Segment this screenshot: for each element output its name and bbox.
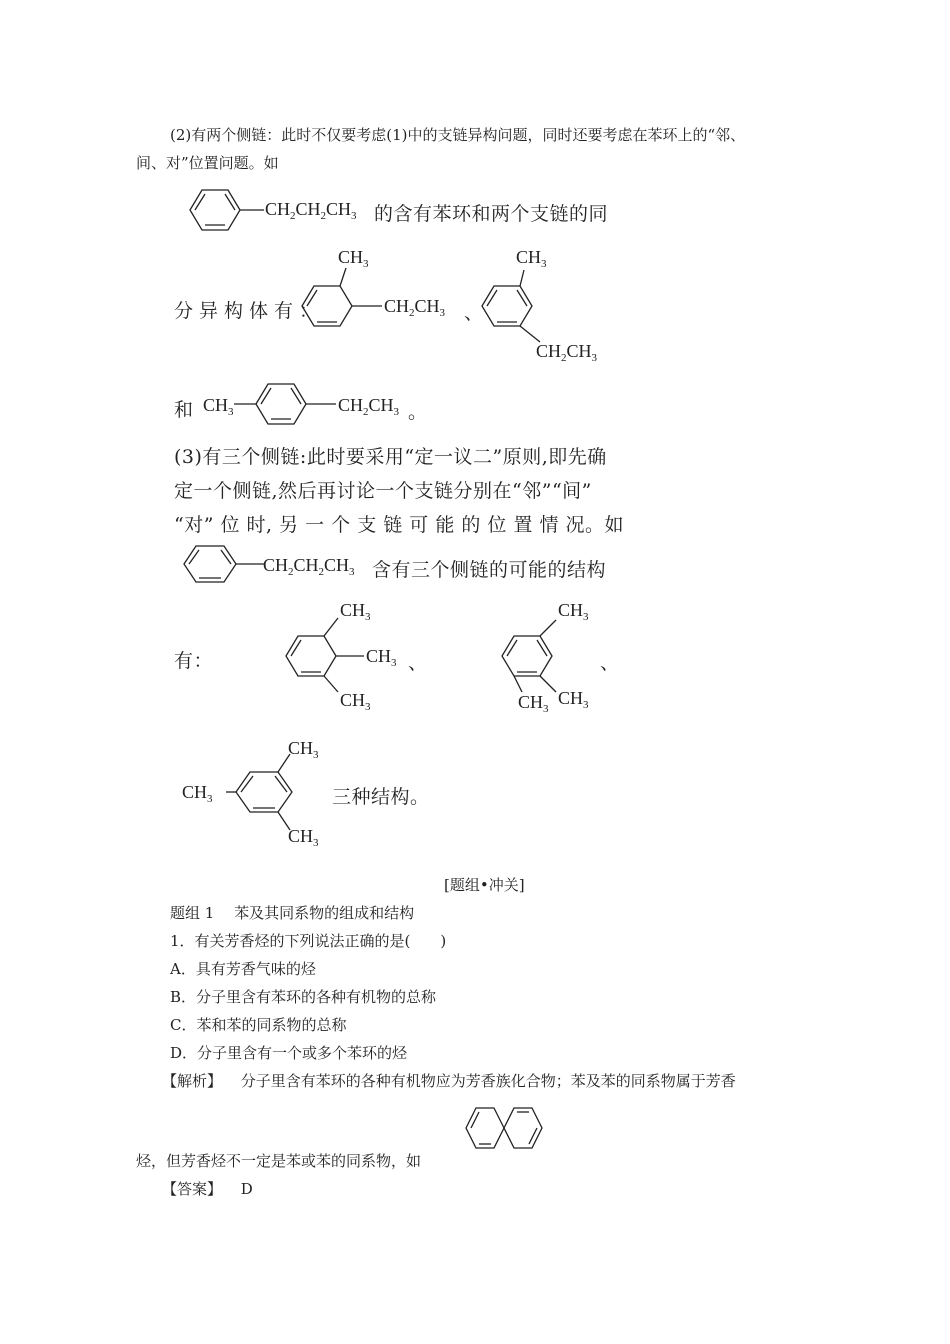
- group-title: 题组 1 苯及其同系物的组成和结构: [170, 904, 415, 922]
- methyl-label: $CH_3$: [340, 690, 371, 713]
- answer: [162, 1178, 253, 1199]
- ortho-ethyltoluene-structure: [298, 262, 398, 332]
- and-text: 和: [174, 399, 194, 421]
- methyl-label: $CH_3$: [288, 738, 319, 761]
- separator: 、: [464, 302, 484, 324]
- methyl-label: $CH_3$: [340, 600, 371, 623]
- meta-ethyltoluene-structure: [478, 262, 578, 352]
- ethyl-label: $CH_2CH_3$: [384, 296, 446, 319]
- methyl-label: $CH_3$: [516, 247, 547, 270]
- para-3-line1: (3)有三个侧链:此时要采用“定一议二”原则,即先确: [174, 446, 607, 468]
- para-ethyltoluene-structure: [232, 382, 342, 432]
- ethyl-label: $CH_2CH_3$: [536, 341, 598, 364]
- propyl-chain-formula: $CH_2CH_2CH_3$: [265, 199, 357, 222]
- group-header: [题组•冲关]: [444, 876, 525, 894]
- methyl-label: $CH_3$: [518, 692, 549, 715]
- methyl-label: $CH_3$: [558, 600, 589, 623]
- methyl-label: $CH_3$: [203, 395, 234, 418]
- propyl-description: 含有三个侧链的可能的结构: [372, 559, 607, 581]
- option-c: C．苯和苯的同系物的总称: [170, 1016, 347, 1034]
- benzene-ring-structure: [180, 188, 270, 238]
- methyl-label: $CH_3$: [366, 646, 397, 669]
- para-3-line3: “对” 位 时, 另 一 个 支 链 可 能 的 位 置 情 况。如: [174, 514, 625, 536]
- structures-lead-text: 有：: [174, 650, 214, 672]
- end-mark: 。: [408, 401, 428, 423]
- propyl-chain-formula: $CH_2CH_2CH_3$: [263, 555, 355, 578]
- analysis-text: 分子里含有苯环的各种有机物应为芳香族化合物；苯及苯的同系物属于芳香: [240, 1072, 736, 1090]
- benzene-ring-structure: [180, 544, 270, 594]
- option-d: D．分子里含有一个或多个苯环的烃: [170, 1044, 408, 1062]
- para-2-line1: (2)有两个侧链：此时不仅要考虑(1)中的支链异构问题，同时还要考虑在苯环上的“邻、: [170, 126, 746, 144]
- para-3-line2: 定一个侧链,然后再讨论一个支链分别在“邻”“间”: [174, 480, 592, 502]
- separator: 、: [408, 652, 428, 674]
- para-2-line2: 间、对”位置问题。如: [136, 154, 279, 172]
- methyl-label: $CH_3$: [338, 247, 369, 270]
- answer-value: D: [240, 1180, 253, 1198]
- isomers-lead-text: 分异构体有：: [174, 300, 325, 322]
- end-text: 三种结构。: [332, 786, 430, 808]
- analysis-text-continued: 烃，但芳香烃不一定是苯或苯的同系物，如: [136, 1152, 422, 1170]
- ethyl-label: $CH_2CH_3$: [338, 395, 400, 418]
- separator: 、: [600, 652, 620, 674]
- methyl-label: $CH_3$: [558, 688, 589, 711]
- naphthalene-structure: [462, 1096, 552, 1162]
- analysis-label: 【解析】: [162, 1072, 223, 1090]
- methyl-label: $CH_3$: [288, 826, 319, 849]
- propyl-description: 的含有苯环和两个支链的同: [374, 203, 609, 225]
- methyl-label: $CH_3$: [182, 782, 213, 805]
- option-a: A．具有芳香气味的烃: [170, 960, 316, 978]
- analysis: [162, 1070, 736, 1091]
- question-stem: 1．有关芳香烃的下列说法正确的是( ): [170, 932, 447, 950]
- answer-label: 【答案】: [162, 1180, 223, 1198]
- option-b: B．分子里含有苯环的各种有机物的总称: [170, 988, 437, 1006]
